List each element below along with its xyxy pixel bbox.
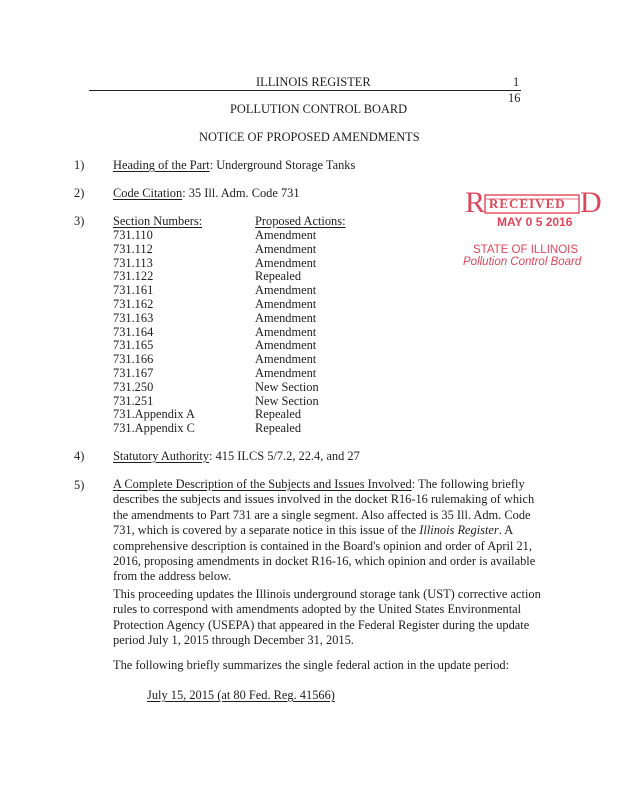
section-action: Amendment <box>255 297 317 311</box>
stamp-board: Pollution Control Board <box>463 256 582 268</box>
section-row <box>113 407 353 421</box>
item-4-value: : 415 ILCS 5/7.2, 22.4, and 27 <box>209 449 360 463</box>
item-3-number: 3) <box>74 214 85 228</box>
section-number: 731.112 <box>113 241 153 256</box>
section-action: Amendment <box>255 310 317 325</box>
item-1-number: 1) <box>74 158 85 172</box>
stamp-big-d-icon: D <box>580 186 602 219</box>
section-row <box>113 256 353 270</box>
proposed-actions-heading: Proposed Actions: <box>255 214 346 228</box>
section-action: Repealed <box>255 421 302 436</box>
section-action: Amendment <box>255 283 317 298</box>
section-action: Amendment <box>255 241 317 256</box>
section-action: Repealed <box>255 407 302 422</box>
issue-number: 16 <box>508 91 521 105</box>
register-title: ILLINOIS REGISTER <box>256 75 371 89</box>
section-action: Amendment <box>255 324 317 339</box>
item-4-label: Statutory Authority <box>113 449 210 463</box>
item-5-paragraph-2: This proceeding updates the Illinois underground storage tank (UST) corrective action rules to correspond with amendments adopted by the United States Environmental Protection Agency (USEPA) that appeared in the Federal Register during the update period July 1, 2015 through December 31, 2015. <box>113 587 541 648</box>
item-2-number: 2) <box>74 186 85 200</box>
stamp-big-r-icon: R <box>465 186 486 219</box>
section-row <box>113 242 353 256</box>
section-row <box>113 283 353 297</box>
item-5-text-a: : The following briefly describes the subjects and issues involved in the docket R16-16 rulemaking of which the amendments to Part 731 are a single segment. Also affected is 35 Ill. Adm. Code 731, which is covered by a separate notice in this issue of the <box>113 477 535 538</box>
section-number: 731.167 <box>113 366 154 380</box>
section-row <box>113 380 353 394</box>
item-1-value: : Underground Storage Tanks <box>209 158 356 172</box>
page-number: 1 <box>513 75 520 89</box>
section-action: Amendment <box>255 255 317 270</box>
section-action: New Section <box>255 379 319 394</box>
section-row <box>113 366 353 380</box>
register-reference: Illinois Register <box>419 523 499 538</box>
section-row <box>113 297 353 311</box>
section-row <box>113 228 353 242</box>
item-2-value: : 35 Ill. Adm. Code 731 <box>182 186 300 200</box>
section-action: Amendment <box>255 228 317 242</box>
item-5-label: A Complete Description of the Subjects and Issues Involved <box>113 477 412 491</box>
section-number: 731.165 <box>113 338 154 353</box>
item-5-text-b: . A comprehensive description is contained in the Board's opinion and order of April 21, 2016, proposing amendments in docket R16-16, which opinion and order is available from the address below. <box>113 523 536 584</box>
section-number: 731.110 <box>113 228 153 242</box>
stamp-received-text: RECEIVED <box>489 196 566 211</box>
item-5-paragraph-3: The following briefly summarizes the single federal action in the update period: <box>113 658 510 672</box>
item-1-line <box>113 158 355 173</box>
section-row <box>113 352 353 366</box>
item-5-description <box>113 477 543 585</box>
item-5-number: 5) <box>74 478 85 492</box>
section-row <box>113 394 353 408</box>
section-number: 731.113 <box>113 255 153 270</box>
section-number: 731.161 <box>113 283 154 298</box>
federal-action-date: July 15, 2015 (at 80 Fed. Reg. 41566) <box>147 688 335 702</box>
section-row <box>113 338 353 352</box>
section-action: New Section <box>255 393 319 408</box>
section-number: 731.122 <box>113 269 154 284</box>
section-action: Amendment <box>255 352 317 367</box>
section-number: 731.Appendix C <box>113 421 195 436</box>
section-number: 731.163 <box>113 310 154 325</box>
section-number: 731.Appendix A <box>113 407 195 422</box>
stamp-date: MAY 0 5 2016 <box>497 215 573 229</box>
section-numbers-heading: Section Numbers: <box>113 214 203 228</box>
section-row <box>113 421 353 435</box>
section-number: 731.164 <box>113 324 154 339</box>
section-action: Amendment <box>255 338 317 353</box>
section-row <box>113 325 353 339</box>
item-1-label: Heading of the Part <box>113 158 210 172</box>
stamp-state: STATE OF ILLINOIS <box>473 244 579 256</box>
item-4-number: 4) <box>74 449 85 463</box>
section-row <box>113 269 353 283</box>
section-number: 731.166 <box>113 352 154 367</box>
section-action: Repealed <box>255 269 302 284</box>
item-4-line <box>113 449 360 464</box>
section-number: 731.162 <box>113 297 154 311</box>
item-2-label: Code Citation <box>113 186 183 200</box>
notice-title: NOTICE OF PROPOSED AMENDMENTS <box>199 130 420 144</box>
header-rule <box>89 90 521 91</box>
section-row <box>113 311 353 325</box>
section-number: 731.250 <box>113 379 154 394</box>
section-action: Amendment <box>255 366 317 380</box>
item-2-line <box>113 186 300 201</box>
agency-name: POLLUTION CONTROL BOARD <box>230 102 408 116</box>
received-stamp <box>465 186 602 230</box>
section-number: 731.251 <box>113 393 154 408</box>
